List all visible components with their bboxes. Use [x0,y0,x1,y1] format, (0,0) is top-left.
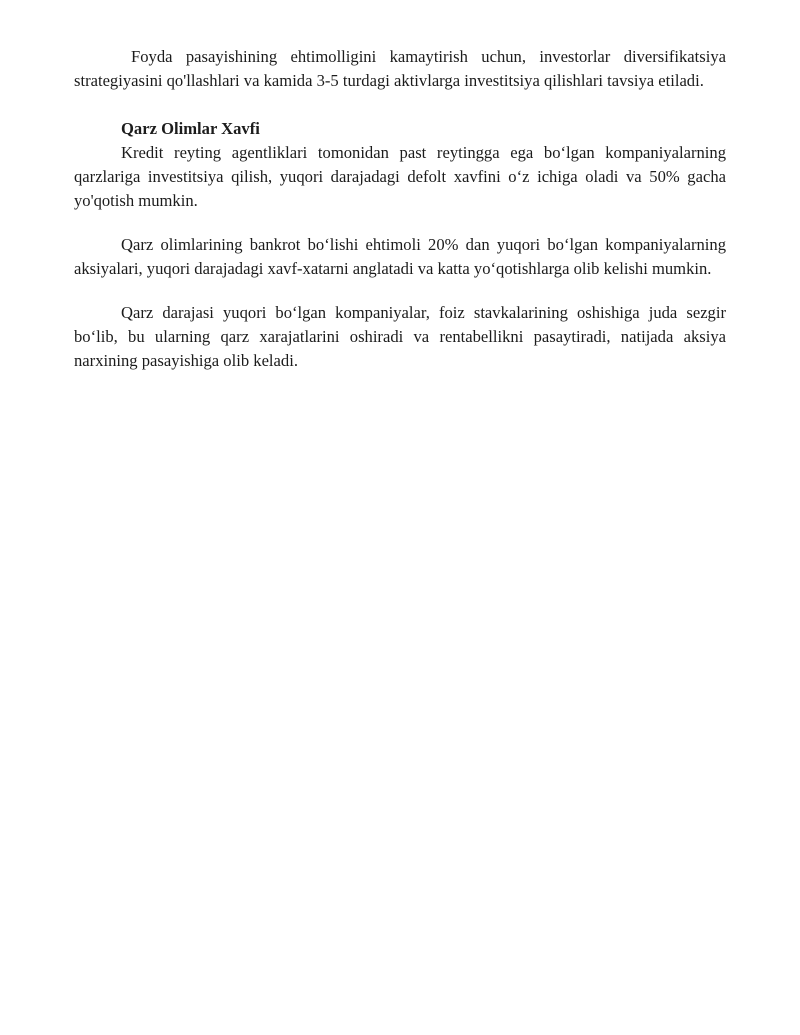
section-heading: Qarz Olimlar Xavfi [121,119,260,138]
body-paragraph-2: Qarz olimlarining bankrot bo‘lishi ehtimoli 20% dan yuqori bo‘lgan kompaniyalarning aksiyalari, yuqori darajadagi xavf-xatarni anglatadi va katta yo‘qotishlarga olib kelishi mumkin. [74,235,726,278]
document-body [74,45,726,373]
body-paragraph-1: Kredit reyting agentliklari tomonidan past reytingga ega bo‘lgan kompaniyalarning qarzlariga investitsiya qilish, yuqori darajadagi defolt xavfini o‘z ichiga oladi va 50% gacha yo'qotish mumkin. [74,143,726,210]
body-paragraph-3: Qarz darajasi yuqori bo‘lgan kompaniyalar, foiz stavkalarining oshishiga juda sezgir bo‘lib, bu ularning qarz xarajatlarini oshiradi va rentabellikni pasaytiradi, natijada aksiya narxining pasayishiga olib keladi. [74,303,726,370]
intro-paragraph: Foyda pasayishining ehtimolligini kamaytirish uchun, investorlar diversifikatsiya strategiyasini qo'llashlari va kamida 3-5 turdagi aktivlarga investitsiya qilishlari tavsiya etiladi. [74,47,726,90]
